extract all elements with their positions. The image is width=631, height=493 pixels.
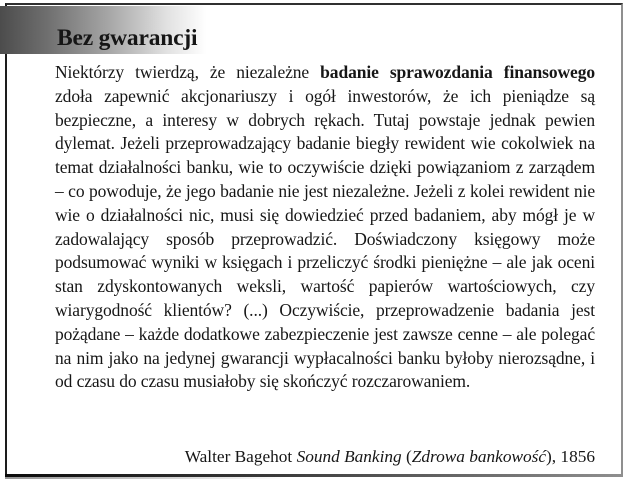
box-title: Bez gwarancji <box>57 25 198 51</box>
title-gradient-bar <box>0 6 215 54</box>
text-segment: Niektórzy twierdzą, że niezależne <box>55 62 321 82</box>
text-segment: zdoła zapewnić akcjonariuszy i ogół inwestorów, że ich pieniądze są bezpieczne, a interesy w dobrych rękach. Tutaj powstaje jednak pewien dylemat. Jeżeli przeprowadzający badanie biegły rewident wie cokolwiek na temat działalności banku, wie to oczywiście dzięki powiązaniom z zarządem – co powoduje, że jego badanie nie jest niezależne. Jeżeli z kolei rewident nie wie o działalności nic, musi się dowiedzieć przed badaniem, aby mógł je w zadowalający sposób przeprowadzić. Doświadczony księgowy może podsumować wyniki w księgach i przeliczyć środki pieniężne – ale jak oceni stan zdyskontowanych weksli, wartość papierów wartościowych, czy wiarygodność klientów? (...) Oczywiście, przeprowadzenie badania jest pożądane – każde dodatkowe zabezpieczenie jest zawsze cenne – ale polegać na nim jako na jedynej gwarancji wypłacalności banku byłoby nierozsądne, i od czasu do czasu musiałoby się skończyć rozczarowaniem. <box>55 85 595 392</box>
text-segment: Sound Banking <box>296 447 402 466</box>
text-segment: Walter Bagehot <box>184 447 297 466</box>
bottom-shadow <box>5 477 287 479</box>
quote-paragraph <box>55 61 595 394</box>
text-segment: badanie sprawozdania finansowego <box>320 62 595 82</box>
text-segment: ), 1856 <box>546 447 595 466</box>
text-segment: ( <box>401 447 412 466</box>
attribution <box>55 446 595 468</box>
quote-box <box>5 3 623 474</box>
text-segment: Zdrowa bankowość <box>411 447 547 466</box>
